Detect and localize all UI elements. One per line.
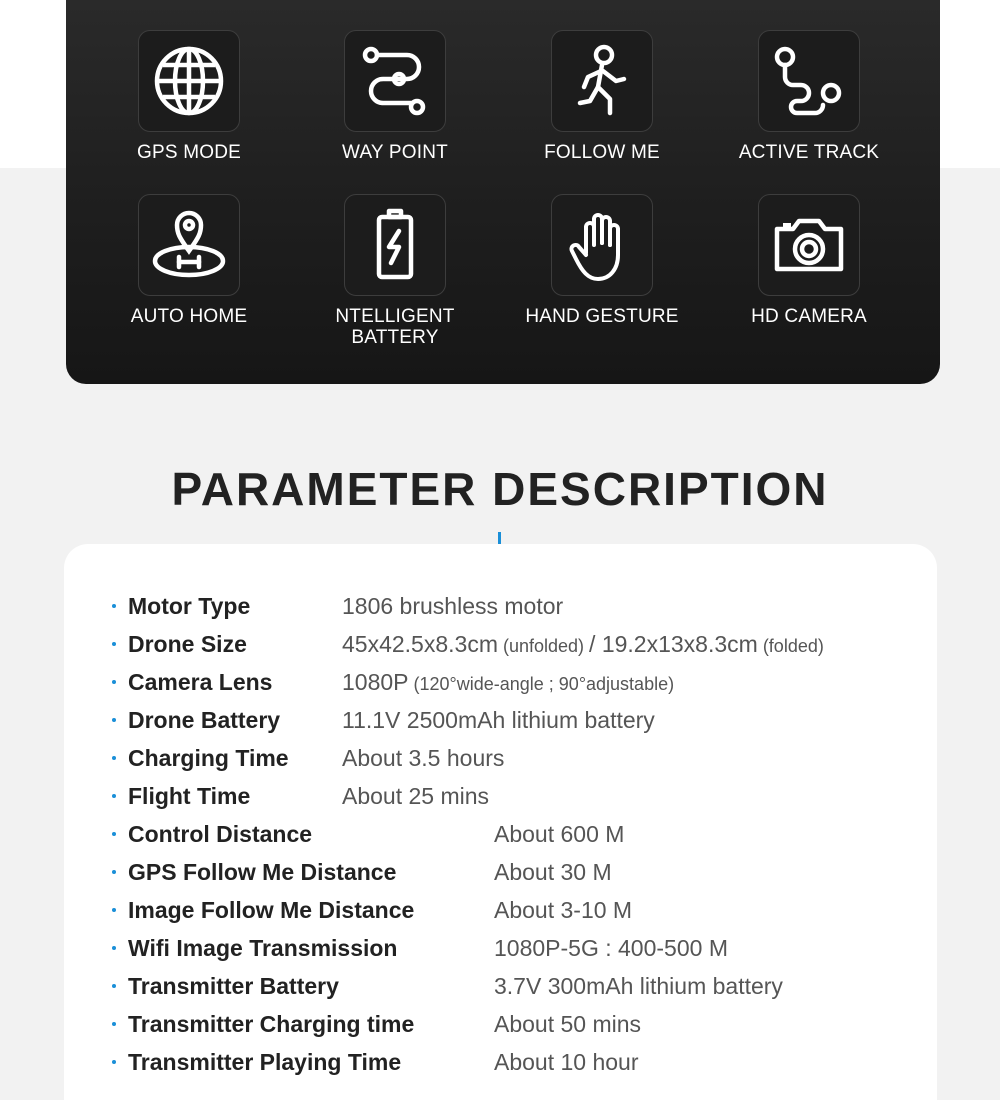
feature-label: WAY POINT — [342, 142, 448, 163]
feature-label: ACTIVE TRACK — [738, 142, 880, 163]
home-pin-icon — [138, 194, 240, 296]
bullet-dot — [112, 756, 116, 760]
hand-icon — [551, 194, 653, 296]
camera-icon — [758, 194, 860, 296]
spec-label: Drone Size — [128, 631, 247, 657]
feature-follow-me — [502, 30, 702, 163]
spec-label: GPS Follow Me Distance — [128, 859, 397, 885]
spec-label: Flight Time — [128, 783, 251, 809]
feature-label: GPS MODE — [136, 142, 241, 163]
bullet-dot — [112, 984, 116, 988]
feature-label: HAND GESTURE — [525, 306, 679, 327]
spec-value: About 25 mins — [342, 783, 490, 809]
spec-row — [112, 858, 912, 896]
spec-value-main: 45x42.5x8.3cm — [342, 631, 498, 657]
route-icon — [344, 30, 446, 132]
spec-label: Image Follow Me Distance — [128, 897, 415, 923]
spec-row — [112, 820, 912, 858]
spec-value-secondary: / 19.2x13x8.3cm — [589, 631, 758, 657]
spec-value: About 3.5 hours — [342, 745, 505, 771]
bullet-dot — [112, 680, 116, 684]
spec-label: Charging Time — [128, 745, 289, 771]
bullet-dot — [112, 794, 116, 798]
spec-row — [112, 782, 912, 820]
spec-value: 1806 brushless motor — [342, 593, 564, 619]
feature-label: HD CAMERA — [751, 306, 867, 327]
spec-value-note: (120°wide-angle ; 90°adjustable) — [408, 674, 675, 694]
bullet-dot — [112, 946, 116, 950]
bullet-dot — [112, 718, 116, 722]
spec-value: About 10 hour — [494, 1049, 639, 1075]
feature-label: AUTO HOME — [130, 306, 248, 327]
spec-label: Transmitter Playing Time — [128, 1049, 402, 1075]
battery-icon — [344, 194, 446, 296]
spec-value: About 30 M — [494, 859, 612, 885]
walking-person-icon — [551, 30, 653, 132]
spec-row — [112, 744, 912, 782]
spec-value — [342, 668, 674, 698]
globe-icon — [138, 30, 240, 132]
bullet-dot — [112, 604, 116, 608]
spec-row — [112, 706, 912, 744]
spec-value: 1080P-5G : 400-500 M — [494, 935, 728, 961]
spec-row — [112, 668, 912, 706]
feature-label: FOLLOW ME — [544, 142, 660, 163]
spec-row — [112, 1048, 912, 1086]
spec-row — [112, 934, 912, 972]
feature-label: NTELLIGENT BATTERY — [335, 306, 455, 348]
spec-value — [342, 630, 824, 660]
bullet-dot — [112, 1022, 116, 1026]
spec-value: 3.7V 300mAh lithium battery — [494, 973, 783, 999]
feature-panel — [66, 0, 940, 384]
feature-gps-mode — [89, 30, 289, 163]
spec-value: About 600 M — [494, 821, 625, 847]
spec-label: Wifi Image Transmission — [128, 935, 398, 961]
spec-value-note: (unfolded) — [497, 636, 590, 656]
feature-hd-camera — [709, 194, 909, 327]
spec-row — [112, 592, 912, 630]
spec-row — [112, 896, 912, 934]
bullet-dot — [112, 642, 116, 646]
feature-hand-gesture — [502, 194, 702, 327]
bullet-dot — [112, 908, 116, 912]
bullet-dot — [112, 870, 116, 874]
feature-active-track — [709, 30, 909, 163]
spec-label: Drone Battery — [128, 707, 281, 733]
bullet-dot — [112, 832, 116, 836]
section-title: PARAMETER DESCRIPTION — [171, 463, 829, 515]
spec-value: About 3-10 M — [494, 897, 633, 923]
spec-value: 11.1V 2500mAh lithium battery — [342, 707, 655, 733]
spec-row — [112, 972, 912, 1010]
bullet-dot — [112, 1060, 116, 1064]
spec-label: Transmitter Battery — [128, 973, 339, 999]
feature-intelligent-battery — [295, 194, 495, 348]
spec-row — [112, 630, 912, 668]
spec-card — [64, 544, 937, 1100]
spec-label: Motor Type — [128, 593, 251, 619]
feature-way-point — [295, 30, 495, 163]
spec-row — [112, 1010, 912, 1048]
spec-label: Control Distance — [128, 821, 313, 847]
track-path-icon — [758, 30, 860, 132]
spec-label: Camera Lens — [128, 669, 273, 695]
spec-value: About 50 mins — [494, 1011, 642, 1037]
feature-auto-home — [89, 194, 289, 327]
spec-label: Transmitter Charging time — [128, 1011, 415, 1037]
spec-value-note-secondary: (folded) — [757, 636, 824, 656]
spec-value-main: 1080P — [342, 669, 409, 695]
